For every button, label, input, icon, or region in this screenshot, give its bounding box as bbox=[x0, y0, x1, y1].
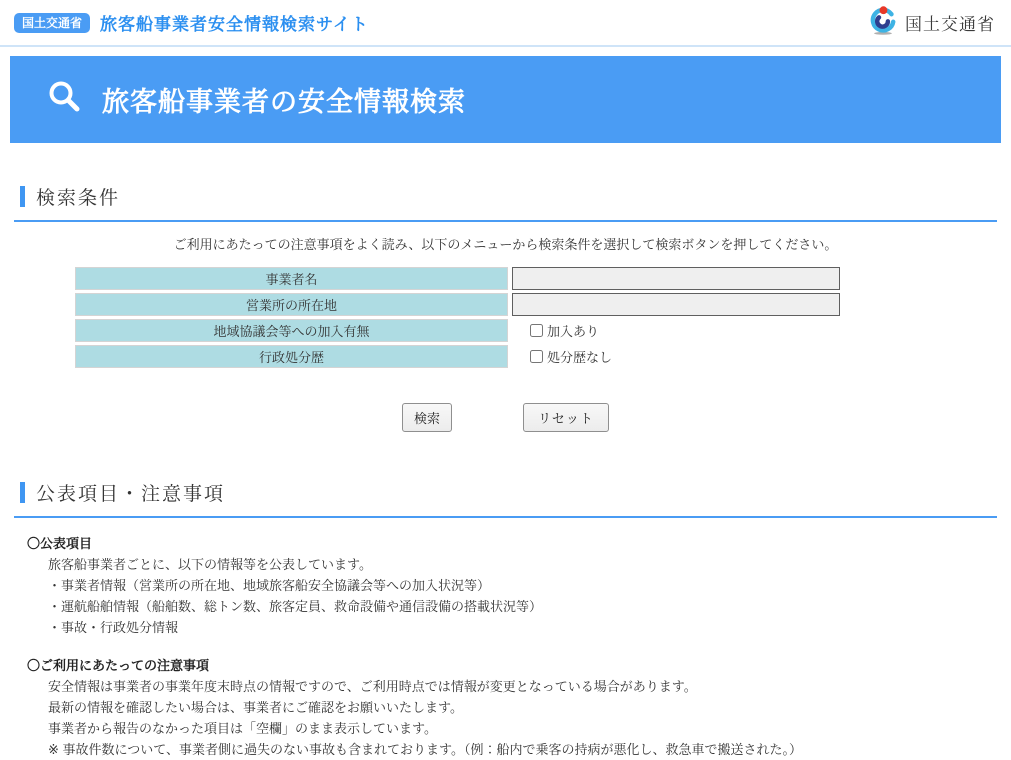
office-location-label: 営業所の所在地 bbox=[75, 293, 508, 316]
table-row bbox=[75, 293, 841, 316]
search-instruction: ご利用にあたっての注意事項をよく読み、以下のメニューから検索条件を選択して検索ボタンを押してください。 bbox=[173, 237, 838, 252]
usage-note: 事業者から報告のなかった項目は「空欄」のまま表示しています。 bbox=[48, 721, 437, 736]
operator-name-label: 事業者名 bbox=[75, 267, 508, 290]
search-icon bbox=[46, 78, 84, 121]
usage-notes-heading: 〇ご利用にあたっての注意事項 bbox=[27, 658, 210, 673]
site-title[interactable]: 旅客船事業者安全情報検索サイト bbox=[100, 15, 369, 34]
mlit-logo-icon bbox=[867, 4, 899, 41]
search-conditions-header bbox=[14, 183, 997, 222]
mlit-badge: 国土交通省 bbox=[14, 13, 90, 33]
operator-name-input[interactable] bbox=[512, 267, 840, 290]
button-row bbox=[14, 403, 997, 432]
reset-button[interactable]: リセット bbox=[523, 403, 609, 432]
main-content bbox=[0, 183, 1011, 760]
published-item: ・事業者情報（営業所の所在地、地域旅客船安全協議会等への加入状況等） bbox=[48, 578, 491, 593]
table-row bbox=[75, 319, 841, 342]
table-row bbox=[75, 267, 841, 290]
page-title: 旅客船事業者の安全情報検索 bbox=[102, 87, 466, 117]
published-items-intro: 旅客船事業者ごとに、以下の情報等を公表しています。 bbox=[48, 557, 372, 572]
published-items-heading: 〇公表項目 bbox=[27, 536, 93, 551]
council-membership-label: 地域協議会等への加入有無 bbox=[75, 319, 508, 342]
council-membership-checkbox-label: 加入あり bbox=[547, 324, 600, 339]
council-membership-checkbox[interactable] bbox=[530, 324, 543, 337]
hero-banner bbox=[10, 56, 1001, 143]
search-button[interactable]: 検索 bbox=[402, 403, 452, 432]
notes-section-header bbox=[14, 479, 997, 518]
search-conditions-table bbox=[75, 267, 841, 368]
usage-note: ※ 事故件数について、事業者側に過失のない事故も含まれております。（例：船内で乗客の持病が悪化し、救急車で搬送された。） bbox=[48, 742, 802, 757]
council-membership-option[interactable] bbox=[512, 321, 599, 340]
office-location-input[interactable] bbox=[512, 293, 840, 316]
accent-bar bbox=[20, 482, 25, 503]
admin-penalty-option[interactable] bbox=[512, 347, 612, 366]
mlit-logo-link[interactable] bbox=[867, 4, 995, 41]
published-item: ・事故・行政処分情報 bbox=[48, 620, 179, 635]
table-row bbox=[75, 345, 841, 368]
admin-penalty-checkbox[interactable] bbox=[530, 350, 543, 363]
org-name: 国土交通省 bbox=[905, 15, 995, 34]
usage-note: 安全情報は事業者の事業年度末時点の情報ですので、ご利用時点では情報が変更となっている場合があります。 bbox=[48, 679, 697, 694]
accent-bar bbox=[20, 186, 25, 207]
notes-section-title: 公表項目・注意事項 bbox=[36, 484, 226, 505]
usage-notes-block bbox=[27, 655, 997, 760]
search-conditions-title: 検索条件 bbox=[36, 188, 121, 209]
top-header bbox=[0, 0, 1011, 47]
usage-note: 最新の情報を確認したい場合は、事業者にご確認をお願いいたします。 bbox=[48, 700, 463, 715]
admin-penalty-checkbox-label: 処分歴なし bbox=[547, 350, 613, 365]
published-items-block bbox=[27, 533, 997, 638]
published-item: ・運航船舶情報（船舶数、総トン数、旅客定員、救命設備や通信設備の搭載状況等） bbox=[48, 599, 543, 614]
council-membership-value-cell bbox=[512, 319, 841, 342]
admin-penalty-value-cell bbox=[512, 345, 841, 368]
office-location-value-cell bbox=[512, 293, 841, 316]
admin-penalty-label: 行政処分歴 bbox=[75, 345, 508, 368]
operator-name-value-cell bbox=[512, 267, 841, 290]
